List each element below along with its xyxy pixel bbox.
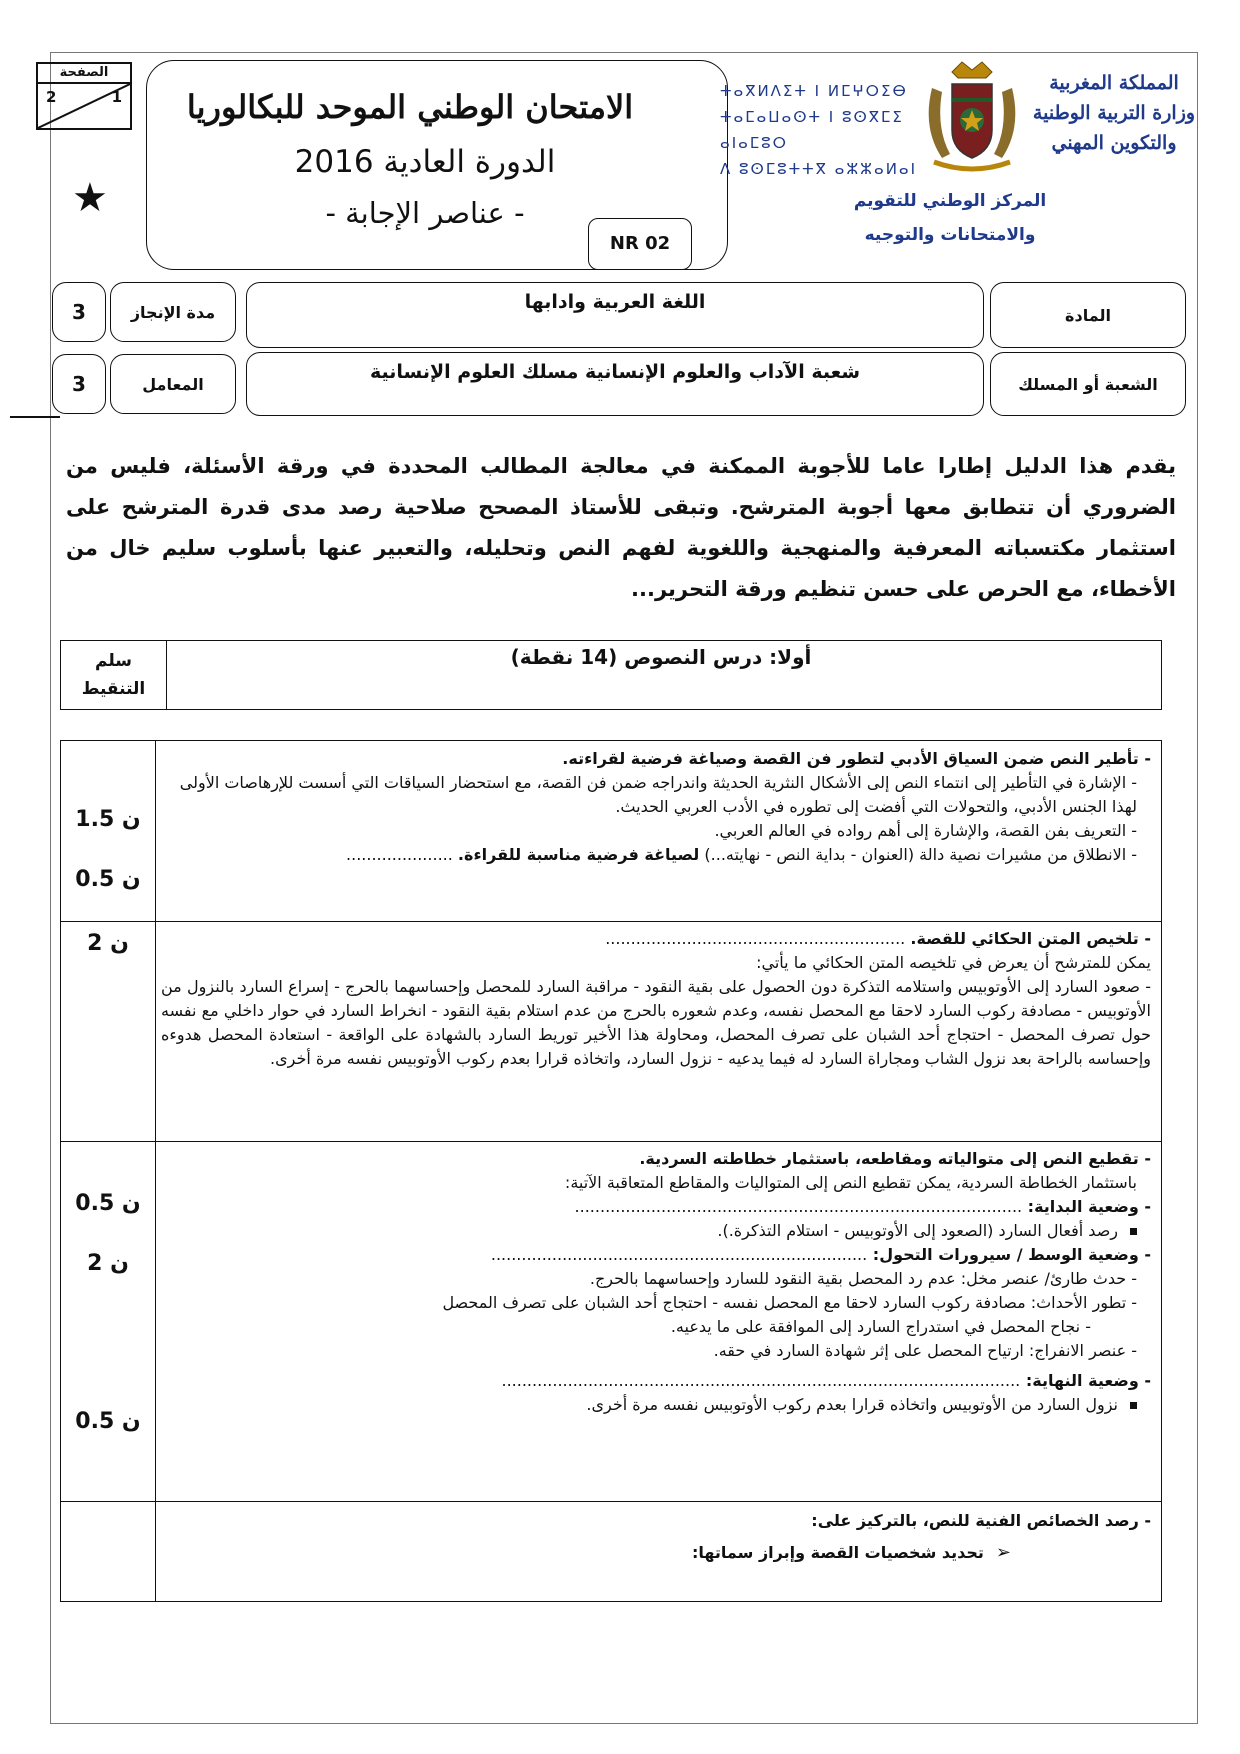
row-separator xyxy=(61,1141,1161,1142)
row-text: يمكن للمترشح أن يعرض في تلخيصه المتن الحكائي ما يأتي: xyxy=(756,953,1151,972)
page-current: 1 xyxy=(111,88,122,106)
star-icon: ★ xyxy=(72,175,108,221)
exam-title: الامتحان الوطني الموحد للبكالوريا xyxy=(186,88,634,126)
column-separator xyxy=(155,741,156,1601)
square-bullet-icon xyxy=(1130,1402,1137,1409)
page-label: الصفحة xyxy=(38,64,130,84)
row-framing xyxy=(161,747,1151,867)
row-text-part: - الانطلاق من مشيرات نصية دالة (العنوان - بداية النص - نهايته...) xyxy=(699,845,1137,864)
middle-item: - تطور الأحداث: مصادفة ركوب السارد لاحقا مع المحصل نفسه - احتجاج أحد الشبان على تصرف المحصل xyxy=(442,1293,1137,1312)
duration-label: مدة الإنجاز xyxy=(110,282,236,342)
row-heading: - رصد الخصائص الفنية للنص، بالتركيز على: xyxy=(811,1511,1151,1530)
middle-heading: - وضعية الوسط / سيرورات التحول: xyxy=(867,1245,1151,1264)
track-value: شعبة الآداب والعلوم الإنسانية مسلك العلوم الإنسانية xyxy=(246,352,984,416)
coef-value: 3 xyxy=(52,354,106,414)
middle-item: - نجاح المحصل في استدراج السارد إلى الموافقة على ما يدعيه. xyxy=(670,1317,1091,1336)
subject-value: اللغة العربية وادابها xyxy=(246,282,984,348)
row-features xyxy=(161,1509,1151,1565)
row-separator xyxy=(61,921,1161,922)
evaluation-center xyxy=(850,184,1050,252)
ministry-block xyxy=(1030,68,1198,158)
start-item: رصد أفعال السارد (الصعود إلى الأوتوبيس - استلام التذكرة.). xyxy=(717,1221,1118,1240)
points: 2 ن xyxy=(87,931,129,956)
track-label: الشعبة أو المسلك xyxy=(990,352,1186,416)
section-title: أولا: درس النصوص (14 نقطة) xyxy=(510,645,812,669)
page-total: 2 xyxy=(46,88,57,106)
dots: ........................................................................................ xyxy=(574,1197,1023,1216)
ministry-name-2: والتكوين المهني xyxy=(1051,132,1177,154)
section-header xyxy=(60,640,1162,710)
dots: ..................... xyxy=(346,845,453,864)
arrow-bullet-icon: ➢ xyxy=(995,1542,1011,1563)
intro-paragraph: يقدم هذا الدليل إطارا عاما للأجوبة الممكنة في معالجة المطالب المحددة في ورقة الأسئلة، فليس من الضروري أن تتطابق معها أجوبة المترشح. وتبقى للأستاذ المصحح صلاحية رصد مدى قدرة المترشح على استثمار مكتسباته المعرفية والمنهجية واللغوية لفهم النص وتحليله، والتعبير عنها بأسلوب سليم خال من الأخطاء، مع الحرص على حسن تنظيم ورقة التحرير... xyxy=(66,454,1176,601)
dots: .......................................................................... xyxy=(490,1245,868,1264)
row-segmentation xyxy=(161,1147,1151,1417)
center-line: المركز الوطني للتقويم xyxy=(853,191,1047,211)
row-text xyxy=(161,843,1151,867)
middle-item: - عنصر الانفراج: ارتياح المحصل على إثر شهادة السارد في حقه. xyxy=(713,1341,1137,1360)
tifinagh-header xyxy=(720,78,920,182)
kingdom-name: المملكة المغربية xyxy=(1049,72,1179,94)
answers-table xyxy=(60,740,1162,1602)
page-number-box xyxy=(36,62,132,130)
exam-session: الدورة العادية 2016 xyxy=(294,144,556,180)
points: 0.5 ن xyxy=(75,867,141,892)
points: 2 ن xyxy=(87,1251,129,1276)
answers-label: - عناصر الإجابة - xyxy=(325,196,525,230)
dots: ...................................................................................................... xyxy=(501,1371,1021,1390)
subject-label: المادة xyxy=(990,282,1186,348)
row-heading: - تلخيص المتن الحكائي للقصة. xyxy=(910,929,1151,948)
tifinagh-line: ⴷ ⵓⵙⵎⵓⵜⵜⴳ ⴰⵣⵣⴰⵍⴰⵏ xyxy=(720,160,918,178)
middle-item: - حدث طارئ/ عنصر مخل: عدم رد المحصل بقية النقود للسارد وإحساسهما بالحرج. xyxy=(589,1269,1137,1288)
end-item: نزول السارد من الأوتوبيس واتخاذه قرارا بعدم ركوب الأوتوبيس نفسه مرة أخرى. xyxy=(586,1395,1118,1414)
row-text: - التعريف بفن القصة، والإشارة إلى أهم رواده في العالم العربي. xyxy=(714,821,1137,840)
coef-label: المعامل xyxy=(110,354,236,414)
dots: ........................................................... xyxy=(605,929,906,948)
row-text: باستثمار الخطاطة السردية، يمكن تقطيع النص إلى المتواليات والمقاطع المتعاقبة الآتية: xyxy=(564,1173,1137,1192)
coat-of-arms-icon xyxy=(912,58,1032,178)
tifinagh-line: ⵜⴰⴳⵍⴷⵉⵜ ⵏ ⵍⵎⵖⵔⵉⴱ xyxy=(720,82,908,100)
row-heading: - تقطيع النص إلى متوالياته ومقاطعه، باستثمار خطاطته السردية. xyxy=(639,1149,1151,1168)
end-heading: - وضعية النهاية: xyxy=(1020,1371,1151,1390)
tifinagh-line: ⵜⴰⵎⴰⵡⴰⵙⵜ ⵏ ⵓⵙⴳⵎⵉ ⴰⵏⴰⵎⵓⵔ xyxy=(720,108,904,152)
points: 0.5 ن xyxy=(75,1409,141,1434)
duration-value: 3 xyxy=(52,282,106,342)
row-text: - الإشارة في التأطير إلى انتماء النص إلى الأشكال النثرية الحديثة واندراجه ضمن فن القصة، مع استحضار السياقات التي أسست للإرهاصات الأولى لهذا الجنس الأدبي، والتحولات التي أفضت إلى تطوره في الأدب العربي الحديث. xyxy=(179,773,1137,816)
row-heading: - تأطير النص ضمن السياق الأدبي لتطور فن القصة وصياغة فرضية لقراءته. xyxy=(562,749,1151,768)
row-summary xyxy=(161,927,1151,1071)
scale-label: سلم التنقيط xyxy=(61,641,167,709)
margin-line xyxy=(10,416,60,418)
row-text-bold: لصياغة فرضية مناسبة للقراءة. xyxy=(457,845,700,864)
square-bullet-icon xyxy=(1130,1228,1137,1235)
row-text: - صعود السارد إلى الأوتوبيس واستلامه التذكرة دون الحصول على بقية النقود - مراقبة السارد للمحصل وإحساسهما بالحرج - إسراع السارد بالنزول من الأوتوبيس - مصادفة ركوب السارد لاحقا مع المحصل نفسه، وعدم شعوره بالحرج من عدم استلام بقية النقود - انخراط السارد في حوار داخلي مع نفسه حول تصرف المحصل - احتجاج أحد الشبان على تصرف المحصل، ومحاولة هذا الأخير توريط السارد بالشهادة على الواقعة - استعادة المحصل هدوءه وإحساسه بالراحة بعد نزول الشاب ومجاراة السارد له فيما يدعيه - نزول السارد، واتخاذه قرارا بعدم ركوب الأوتوبيس نفسه مرة أخرى. xyxy=(161,977,1151,1068)
ministry-name: وزارة التربية الوطنية xyxy=(1032,102,1196,124)
row-separator xyxy=(61,1501,1161,1502)
points: 0.5 ن xyxy=(75,1191,141,1216)
exam-code: NR 02 xyxy=(588,218,692,270)
feature-item: تحديد شخصيات القصة وإبراز سماتها: xyxy=(691,1543,984,1562)
center-line: والامتحانات والتوجيه xyxy=(864,225,1036,245)
points: 1.5 ن xyxy=(75,807,141,832)
start-heading: - وضعية البداية: xyxy=(1022,1197,1151,1216)
